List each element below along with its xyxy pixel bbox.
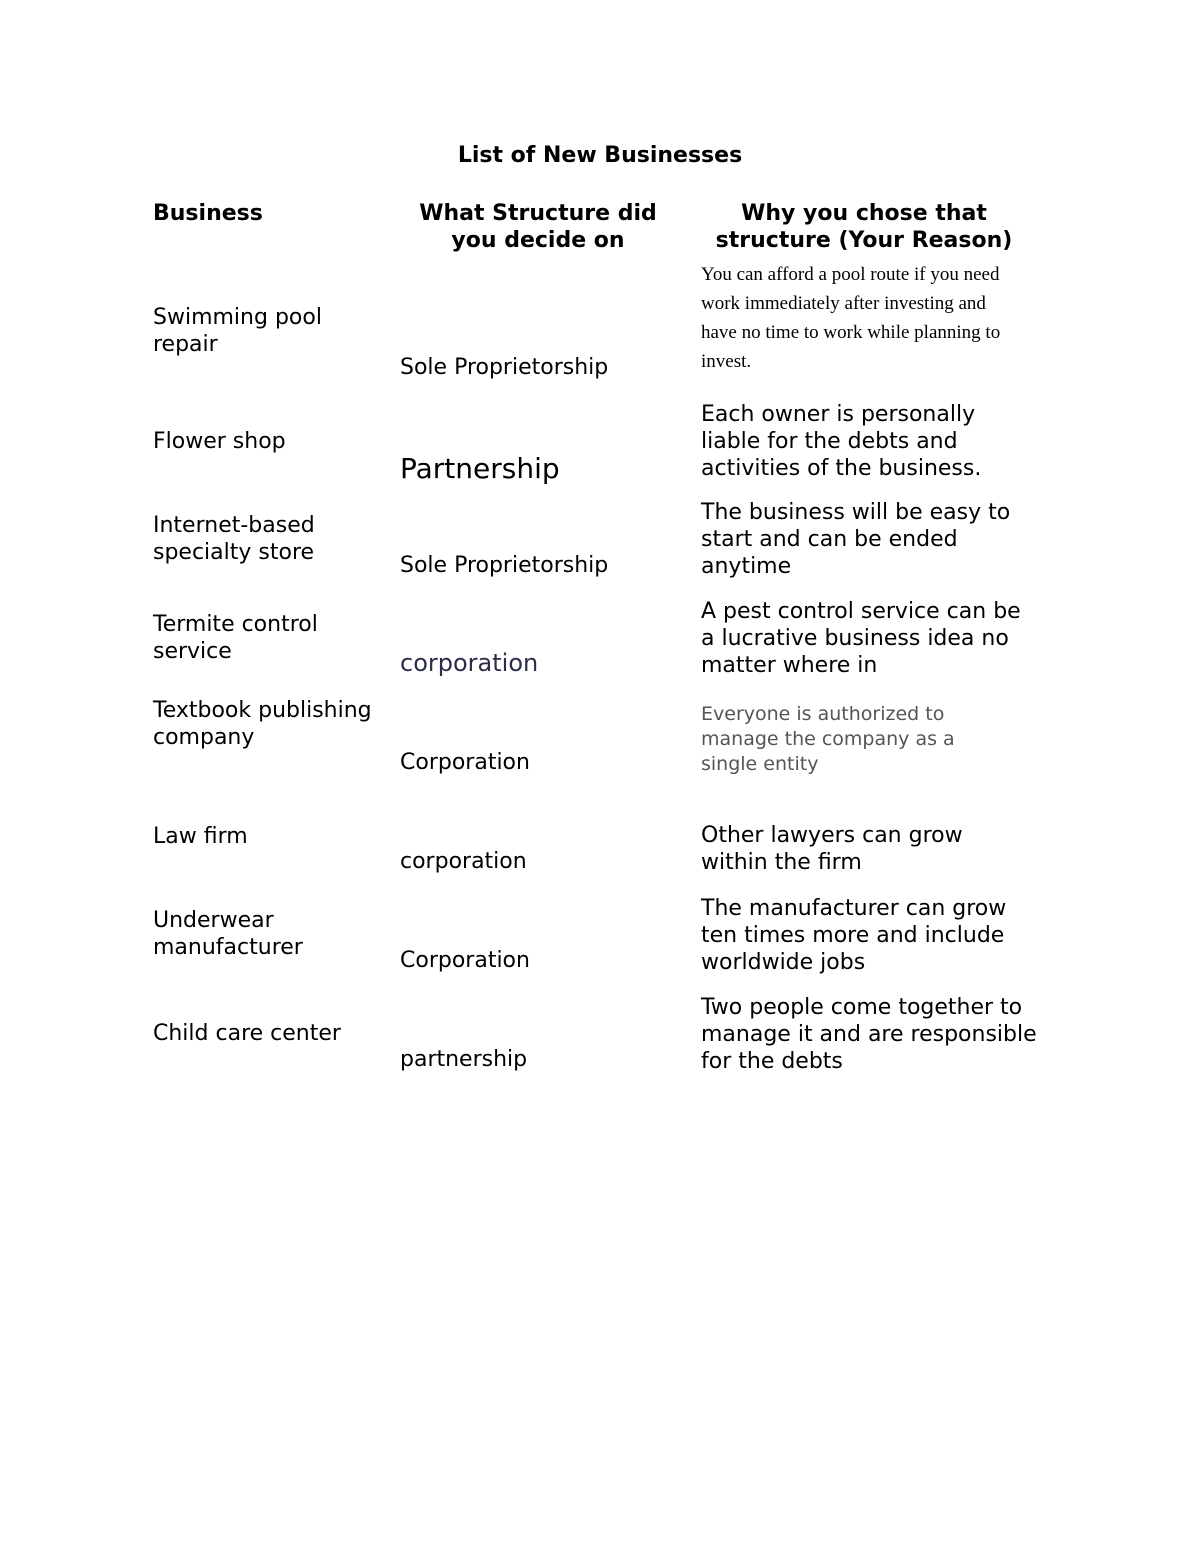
- reason-cell: Everyone is authorized to manage the company as a single entity: [701, 703, 955, 775]
- reason-cell: The manufacturer can grow ten times more and include worldwide jobs: [701, 896, 1007, 975]
- business-cell: Flower shop: [153, 429, 286, 454]
- reason-cell: Two people come together to manage it and are responsible for the debts: [701, 995, 1037, 1074]
- business-cell: Law firm: [153, 824, 248, 849]
- structure-cell: corporation: [400, 649, 539, 677]
- structure-cell: Corporation: [400, 750, 530, 775]
- structure-cell: partnership: [400, 1047, 528, 1072]
- structure-cell: Partnership: [400, 452, 560, 485]
- business-cell: Swimming pool repair: [153, 305, 322, 357]
- business-cell: Child care center: [153, 1021, 341, 1046]
- structure-cell: Sole Proprietorship: [400, 553, 609, 578]
- reason-cell: Other lawyers can grow within the firm: [701, 823, 963, 875]
- column-header-business: Business: [153, 201, 263, 226]
- structure-cell: corporation: [400, 849, 527, 874]
- page-title: List of New Businesses: [457, 143, 743, 168]
- business-cell: Underwear manufacturer: [153, 908, 303, 960]
- reason-cell: The business will be easy to start and can be ended anytime: [701, 500, 1011, 579]
- business-cell: Textbook publishing company: [153, 698, 372, 750]
- business-cell: Termite control service: [153, 612, 318, 664]
- reason-cell: Each owner is personally liable for the debts and activities of the business.: [701, 402, 982, 481]
- structure-cell: Sole Proprietorship: [400, 355, 609, 380]
- reason-cell: You can afford a pool route if you need work immediately after investing and have no time to work while planning to invest.: [701, 264, 1001, 372]
- structure-cell: Corporation: [400, 948, 530, 973]
- reason-cell: A pest control service can be a lucrative business idea no matter where in: [701, 599, 1021, 678]
- column-header-structure: What Structure did you decide on: [419, 201, 657, 253]
- business-cell: Internet-based specialty store: [153, 513, 315, 565]
- column-header-reason: Why you chose that structure (Your Reason): [715, 201, 1013, 253]
